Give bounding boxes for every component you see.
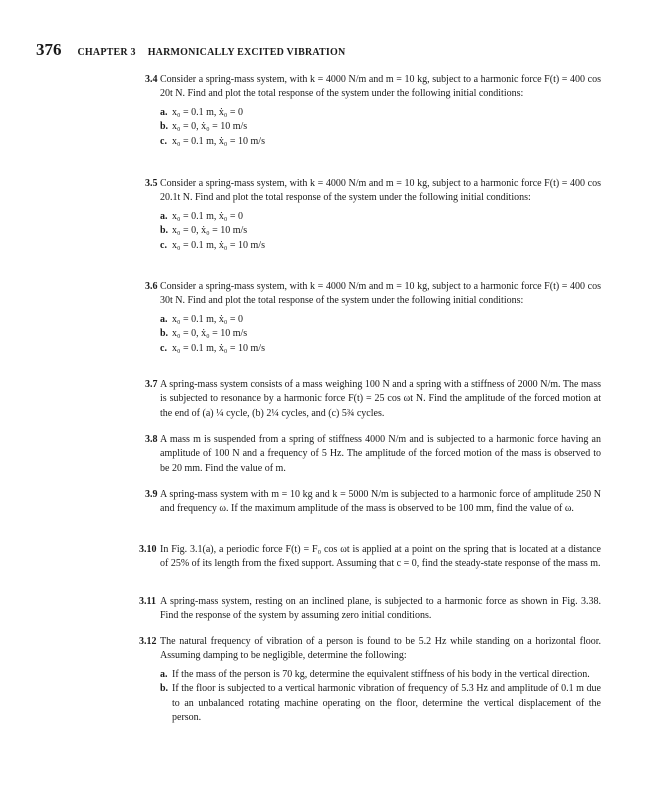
problem-text: A spring-mass system with m = 10 kg and k = 5000 N/m is subjected to a harmonic force of amplitude 250 N and frequency ω. If the maximum amplitude of the mass is observed to be 100 mm, find the value of ω. [160, 489, 601, 515]
problem-part [160, 313, 601, 327]
problem-number: 3.8 [145, 434, 158, 445]
problem-3-11 [139, 595, 601, 624]
part-label: c. [160, 135, 167, 147]
part-label: b. [160, 225, 169, 237]
part-text: x₀ = 0, ẋ₀ = 10 m/s [172, 328, 248, 340]
part-text: x₀ = 0, ẋ₀ = 10 m/s [172, 121, 248, 133]
chapter-label: CHAPTER 3 [77, 47, 136, 58]
part-text: x₀ = 0.1 m, ẋ₀ = 10 m/s [172, 135, 265, 147]
part-label: b. [160, 683, 169, 695]
problem-3-12 [139, 635, 601, 725]
problem-parts [160, 313, 601, 356]
problem-part [160, 682, 601, 725]
problem-part [160, 239, 601, 253]
problem-number: 3.12 [139, 636, 157, 647]
problem-text: A mass m is suspended from a spring of stiffness 4000 N/m and is subjected to a harmonic force having an amplitude of 100 N and a frequency of 5 Hz. The amplitude of the forced motion of the mass is observed to be 20 mm. Find the value of m. [160, 434, 601, 474]
part-text: x₀ = 0.1 m, ẋ₀ = 0 [172, 210, 244, 222]
part-text: x₀ = 0.1 m, ẋ₀ = 10 m/s [172, 239, 265, 251]
problem-parts [160, 106, 601, 149]
problem-text: A spring-mass system consists of a mass weighing 100 N and a spring with a stiffness of 2000 N/m. The mass is subjected to resonance by a harmonic force F(t) = 25 cos ωt N. Find the amplitude of the forced motion at the end of (a) ¼ cycle, (b) 2¼ cycles, and (c) 5¾ cycles. [160, 379, 601, 419]
page-header [36, 40, 345, 60]
problem-number: 3.6 [145, 281, 158, 292]
problem-number: 3.9 [145, 489, 158, 500]
part-text: x₀ = 0, ẋ₀ = 10 m/s [172, 225, 248, 237]
problem-3-4 [145, 73, 601, 149]
problem-text: Consider a spring-mass system, with k = 4000 N/m and m = 10 kg, subject to a harmonic force F(t) = 400 cos 20.1t N. Find and plot the total response of the system under the following initial conditions: [160, 178, 601, 204]
problem-part [160, 224, 601, 238]
part-text: x₀ = 0.1 m, ẋ₀ = 0 [172, 106, 244, 118]
problem-number: 3.7 [145, 379, 158, 390]
chapter-title: HARMONICALLY EXCITED VIBRATION [147, 47, 346, 58]
problem-part [160, 327, 601, 341]
problem-part [160, 342, 601, 356]
part-label: a. [160, 313, 168, 325]
problem-text: The natural frequency of vibration of a person is found to be 5.2 Hz while standing on a horizontal floor. Assuming damping to be negligible, determine the following: [160, 636, 601, 662]
problem-3-8 [145, 433, 601, 476]
problem-number: 3.4 [145, 74, 158, 85]
problem-3-10 [139, 543, 601, 572]
problem-text: A spring-mass system, resting on an inclined plane, is subjected to a harmonic force as shown in Fig. 3.38. Find the response of the system by assuming zero initial conditions. [160, 596, 601, 622]
page-number: 376 [36, 40, 62, 59]
problem-3-5 [145, 177, 601, 253]
problem-number: 3.11 [139, 596, 156, 607]
problem-number: 3.5 [145, 178, 158, 189]
problem-part [160, 106, 601, 120]
problem-part [160, 210, 601, 224]
problem-3-9 [145, 488, 601, 517]
problem-part [160, 120, 601, 134]
problem-3-6 [145, 280, 601, 356]
problem-text: Consider a spring-mass system, with k = 4000 N/m and m = 10 kg, subject to a harmonic force F(t) = 400 cos 30t N. Find and plot the total response of the system under the following initial conditions: [160, 281, 601, 307]
part-text: If the floor is subjected to a vertical harmonic vibration of frequency of 5.3 Hz and amplitude of 0.1 m due to an unbalanced rotating machine operating on the floor, determine the vertical displacement of the person. [172, 683, 601, 724]
problem-part [160, 668, 601, 682]
problem-text: In Fig. 3.1(a), a periodic force F(t) = F₀ cos ωt is applied at a point on the spring that is located at a distance of 25% of its length from the fixed support. Assuming that c = 0, find the steady-state response of the mass m. [160, 544, 601, 570]
part-text: x₀ = 0.1 m, ẋ₀ = 10 m/s [172, 342, 265, 354]
part-label: b. [160, 121, 169, 133]
problem-text: Consider a spring-mass system, with k = 4000 N/m and m = 10 kg, subject to a harmonic force F(t) = 400 cos 20t N. Find and plot the total response of the system under the following initial conditions: [160, 74, 601, 100]
problem-3-7 [145, 378, 601, 421]
problem-part [160, 135, 601, 149]
part-label: c. [160, 342, 167, 354]
problem-parts [160, 668, 601, 726]
part-label: a. [160, 106, 168, 118]
part-label: c. [160, 239, 167, 251]
part-text: If the mass of the person is 70 kg, determine the equivalent stiffness of his body in the vertical direction. [172, 668, 590, 680]
problem-number: 3.10 [139, 544, 157, 555]
part-text: x₀ = 0.1 m, ẋ₀ = 0 [172, 313, 244, 325]
problem-parts [160, 210, 601, 253]
part-label: a. [160, 668, 168, 680]
part-label: b. [160, 328, 169, 340]
part-label: a. [160, 210, 168, 222]
